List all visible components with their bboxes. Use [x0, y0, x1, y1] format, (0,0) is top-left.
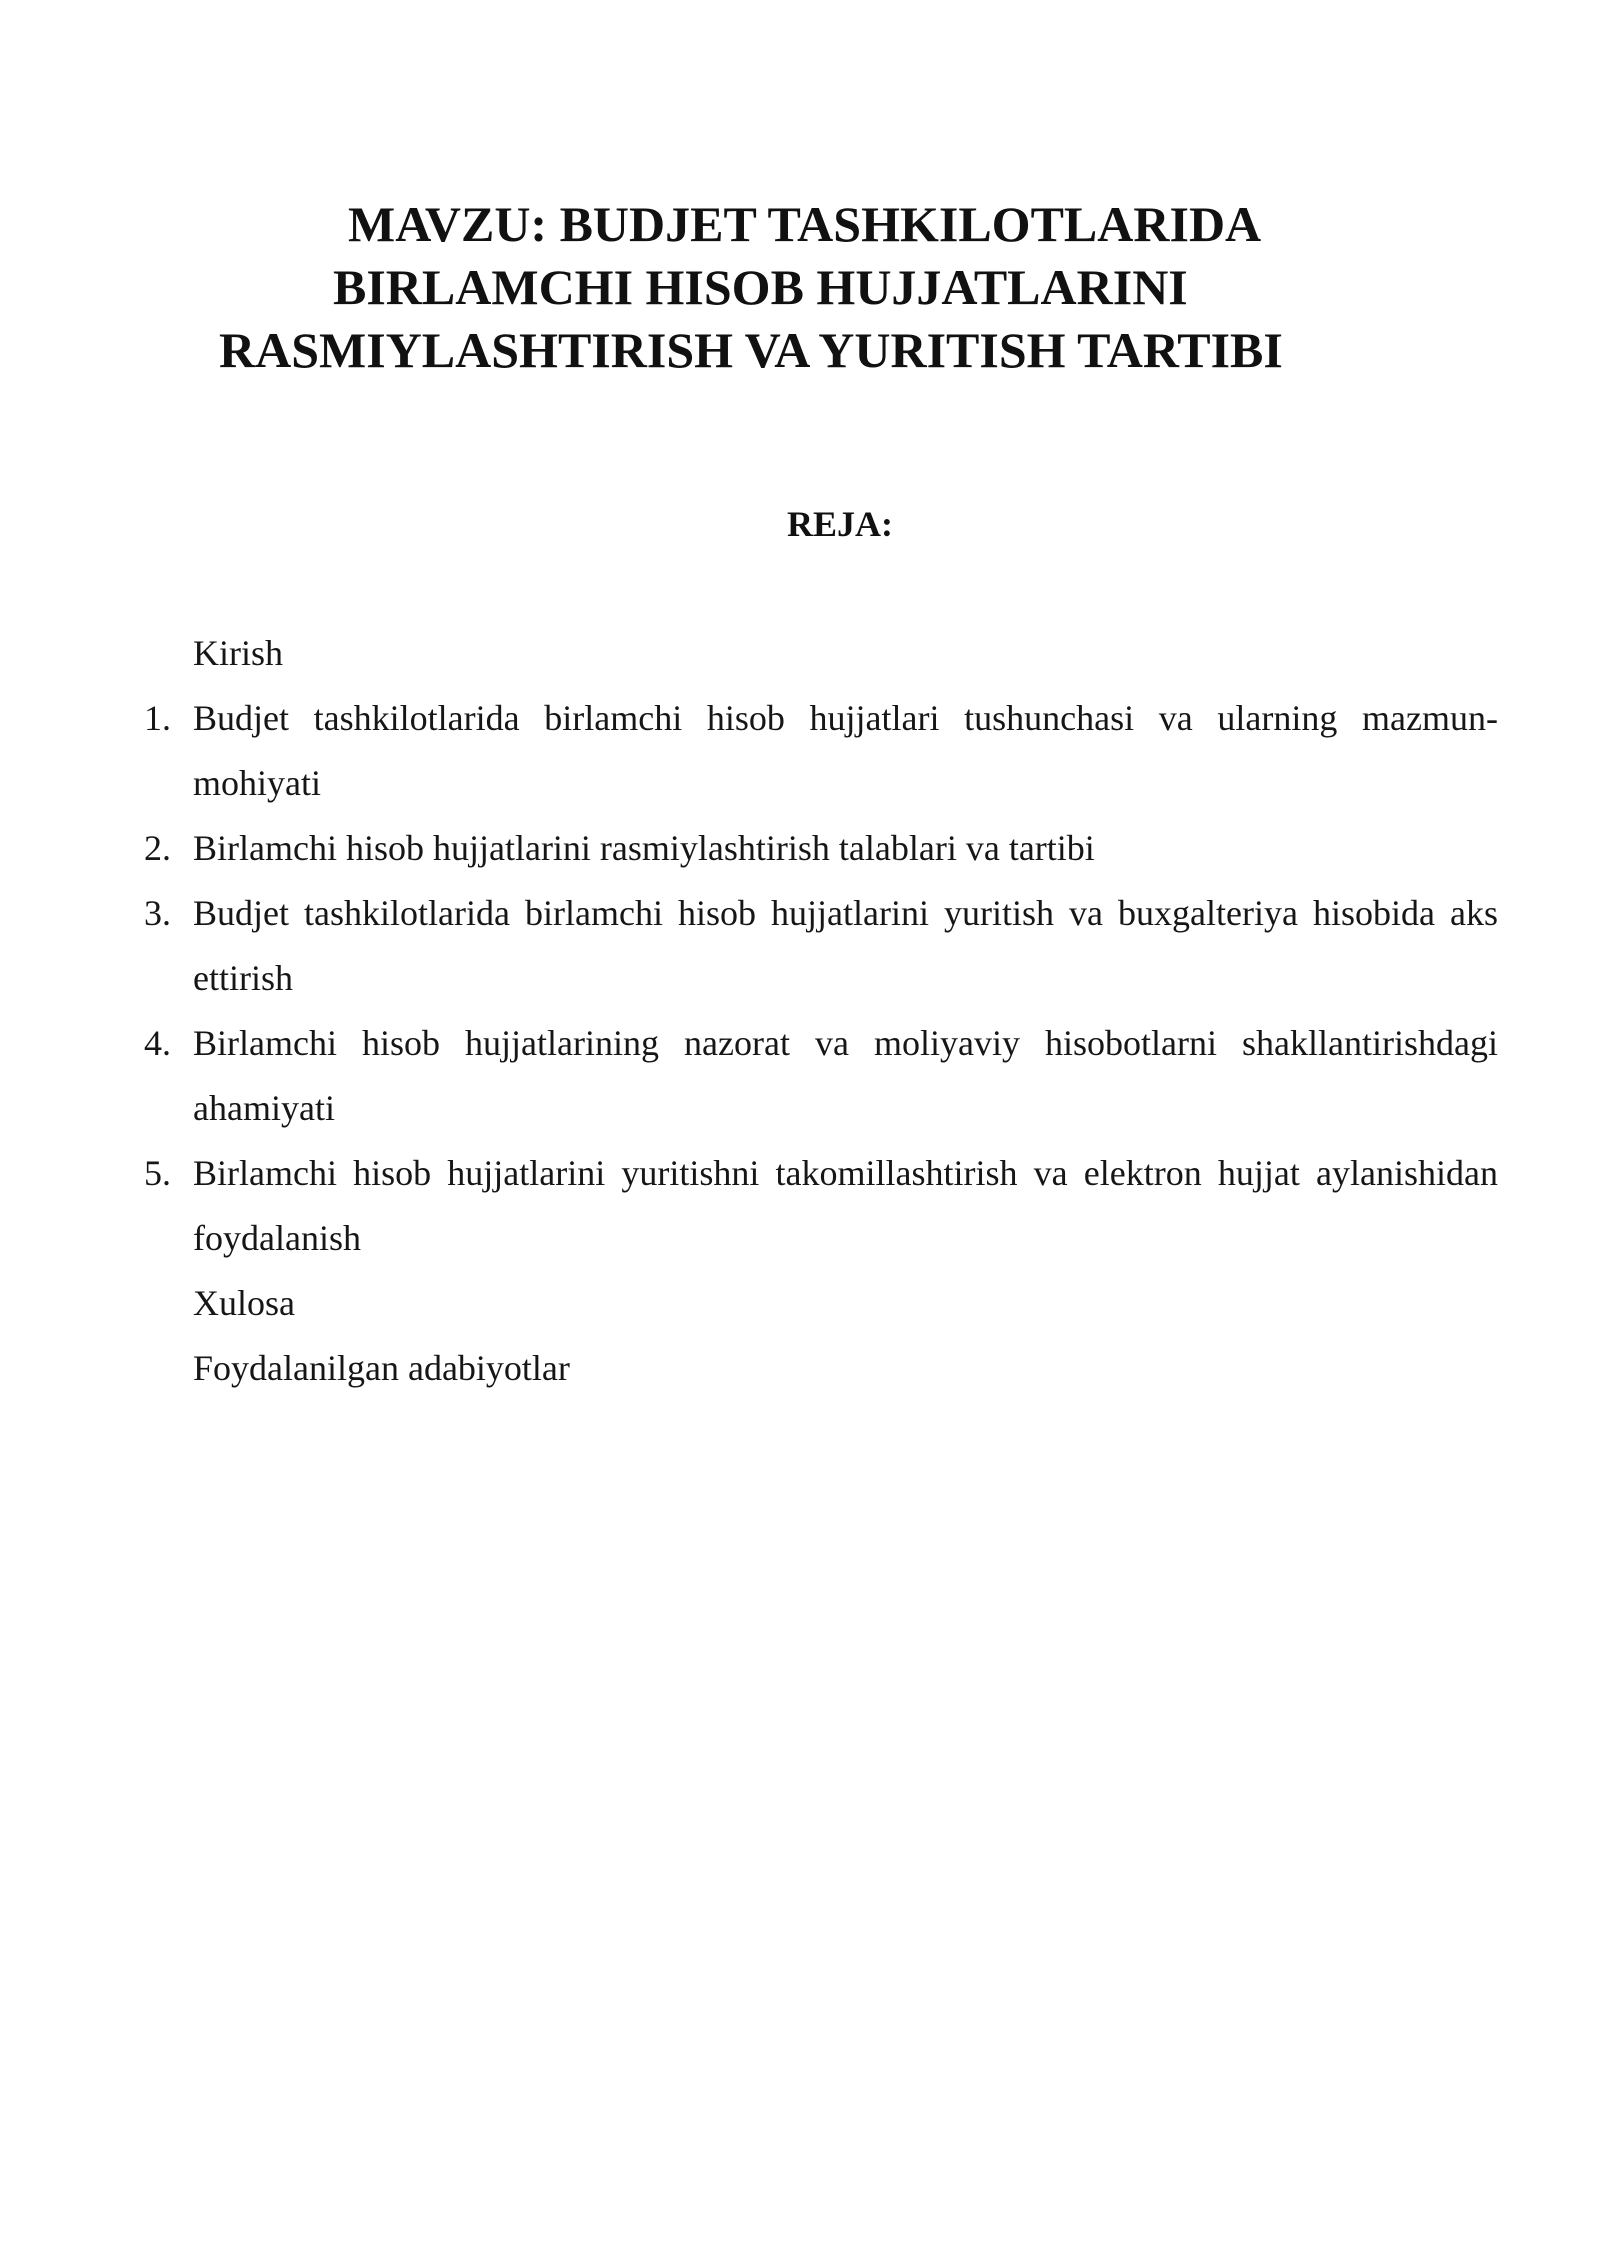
plan-item-3-line-1: Budjet tashkilotlarida birlamchi hisob hujjatlarini yuritish va buxgalteriya hisobida aks — [193, 893, 1498, 933]
plan-item-1-line-1: Budjet tashkilotlarida birlamchi hisob hujjatlari tushunchasi va ularning mazmun- — [193, 698, 1498, 738]
plan-item-4-number: 4. — [144, 1023, 171, 1063]
plan-item-5-line-1: Birlamchi hisob hujjatlarini yuritishni takomillashtirish va elektron hujjat aylanishidan — [193, 1153, 1498, 1193]
title-line-3: RASMIYLASHTIRISH VA YURITISH TARTIBI — [219, 322, 1283, 378]
plan-item-4-line-1: Birlamchi hisob hujjatlarining nazorat va moliyaviy hisobotlarni shakllantirishdagi — [193, 1023, 1498, 1063]
plan-item-5-line-2: foydalanish — [193, 1218, 361, 1258]
plan-intro: Kirish — [193, 633, 283, 673]
plan-item-4-line-2: ahamiyati — [193, 1088, 335, 1128]
plan-item-5-number: 5. — [144, 1153, 171, 1193]
plan-conclusion: Xulosa — [193, 1283, 295, 1323]
plan-item-2-number: 2. — [144, 828, 171, 868]
plan-item-2-line-1: Birlamchi hisob hujjatlarini rasmiylashtirish talablari va tartibi — [193, 828, 1095, 868]
plan-item-3-line-2: ettirish — [193, 958, 293, 998]
plan-item-1-number: 1. — [144, 698, 171, 738]
title-line-2: BIRLAMCHI HISOB HUJJATLARINI — [333, 259, 1188, 315]
plan-item-1-line-2: mohiyati — [193, 763, 321, 803]
plan-references: Foydalanilgan adabiyotlar — [193, 1348, 570, 1388]
plan-heading: REJA: — [787, 504, 893, 544]
title-line-1: MAVZU: BUDJET TASHKILOTLARIDA — [348, 196, 1262, 252]
plan-item-3-number: 3. — [144, 893, 171, 933]
